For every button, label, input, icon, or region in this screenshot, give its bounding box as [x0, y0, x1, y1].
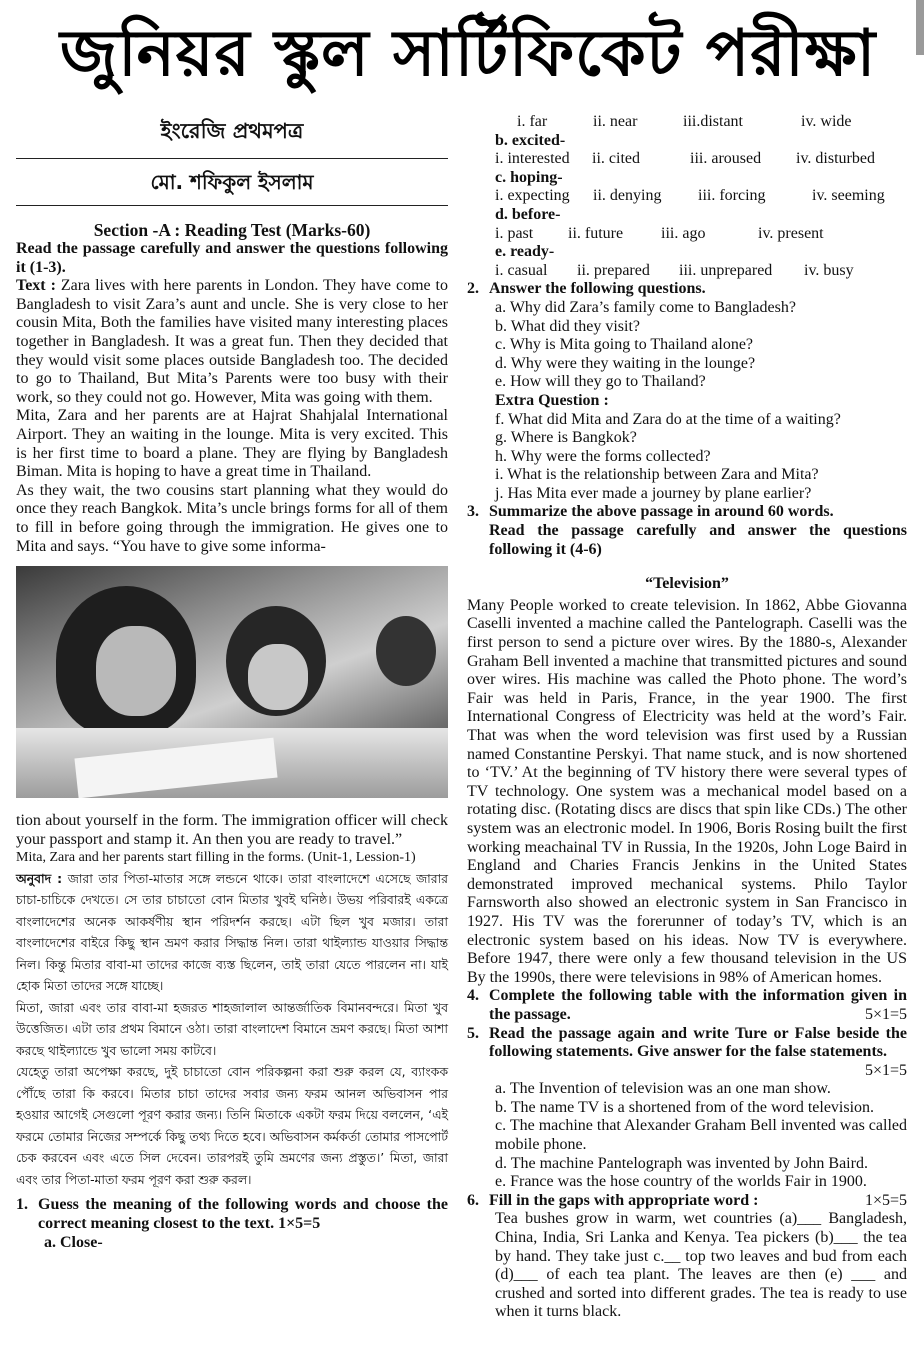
passage-paragraph: As they wait, the two cousins start planning what they would do once they reach Bangkok. Mita’s uncle brings forms for all of them to fill in before going through the immigration. He gives one to Mita and says. “You have to give some informa-: [16, 481, 448, 555]
question-item: h. Why were the forms collected?: [495, 447, 711, 465]
question-4: 4. Complete the following table with the information given in the passage. 5×1=5: [467, 987, 907, 1023]
statement-item: e. France was the hose country of the worlds Fair in 1900.: [495, 1173, 867, 1191]
question-item: g. Where is Bangkok?: [495, 429, 637, 447]
students-exam-photo: [16, 566, 448, 798]
options-row: i. expecting ii. denying iii. forcing iv. seeming: [495, 187, 885, 205]
translation-paragraph: অনুবাদ : জারা তার পিতা-মাতার সঙ্গে লন্ডনে থাকে। তারা বাংলাদেশে এসেছে জারার চাচা-চাচিকে দেখতে। সে তার চাচাতো বোন মিতার খুবই ঘনিষ্ঠ। উভয় পরিবারই একত্রে বাংলাদেশের অনেক আকর্ষণীয় স্থান পরিদর্শন করছে। এটা ছিল খুব মজার। তারা বাংলাদেশের বাইরে কিছু স্থান ভ্রমণ করার সিদ্ধান্ত নিল। তারা থাইল্যান্ড যাওয়ার সিদ্ধান্ত নিল। কিন্তু মিতার বাবা-মা তাদের কাজে ব্যস্ত ছিলেন, তাই তারা যেতে পারলেন না। যাই হোক মিতা তাদের সঙ্গে যাচ্ছে।: [16, 870, 448, 994]
statement-item: a. The Invention of television was an one man show.: [495, 1080, 831, 1098]
text-label: Text :: [16, 277, 56, 295]
options-row: i. past ii. future iii. ago iv. present: [495, 224, 824, 242]
statement-item: c. The machine that Alexander Graham Bell invented was called mobile phone.: [495, 1117, 907, 1154]
question-1: 1. Guess the meaning of the following words and choose the correct meaning closest to the text. 1×5=5: [16, 1196, 448, 1232]
scrollbar-thumb[interactable]: [916, 0, 924, 55]
options-row: i. casual ii. prepared iii. unprepared iv. busy: [495, 261, 854, 279]
statement-item: b. The name TV is a shortened from of the word television.: [495, 1098, 875, 1116]
passage-paragraph: Mita, Zara and her parents start filling in the forms. (Unit-1, Lession-1): [16, 850, 416, 866]
divider: [16, 205, 448, 206]
question-item: i. What is the relationship between Zara and Mita?: [495, 466, 819, 484]
question-2: 2. Answer the following questions.: [467, 280, 706, 298]
question-item: c. Why is Mita going to Thailand alone?: [495, 336, 754, 354]
question-item: f. What did Mita and Zara do at the time of a waiting?: [495, 410, 841, 428]
passage-paragraph: Mita, Zara and her parents are at Hajrat Shahjalal International Airport. They an waiting in the lounge. Mita is very excited. This is her first time to board a plane. They are flying by Bangladesh Biman. Mita is hoping to have a great time in Thailand.: [16, 407, 448, 481]
question-item: e. How will they go to Thailand?: [495, 373, 706, 391]
passage-title: “Television”: [645, 575, 729, 593]
word-close: a. Close-: [44, 1233, 103, 1251]
word-item: e. ready-: [495, 243, 555, 261]
word-item: b. excited-: [495, 131, 566, 149]
tv-passage: Many People worked to create television. In 1862, Abbe Giovanna Caselli invented a machine called the Pantelograph. Caselli was the first person to send a picture over wires. By the 1880-s, Alexander Graham Bell invented a machine that transmitted pictures and sound over wires. His machine was called the Photo phone. The word’s Fair was held in Paris, France, in the year 1900. The first International Congress of Electricity was held at the word’s Fair. That was when the word television was first used by a Russian named Constantine Perskyi. That name stuck, and is now shortened to ‘TV.’ At the beginning of TV history there were several types of TV technology. One system was a mechanical model based on a rotating disc. (Rotating discs are discs that spin like CDs.) The other system was an electronic model. In 1906, Boris Rosing built the first working meachainal TV in Russia, In the 1920s, John Loge Baird in England and Charies Francis Jenkins in the United States demonstrated improved mechanical systems. Philo Taylor Farnsworth also showed an electronic system in San Francisco in 1927. His TV was the forerunner of today’s TV, which is an electronic system based on his ideas. Now TV is everywhere. Before 1947, there were only a few thousand television in the US By the 1990s, there were televisions in 98% of American homes.: [467, 596, 907, 986]
word-item: c. hoping-: [495, 168, 563, 186]
instruction: Read the passage carefully and answer the questions following it (1-3).: [16, 240, 448, 276]
question-item: a. Why did Zara’s family come to Bangladesh?: [495, 298, 796, 316]
author-name: মো. শফিকুল ইসলাম: [150, 170, 314, 194]
question-3: 3. Summarize the above passage in around 60 words. Read the passage carefully and answer the questions following it (4-6): [467, 503, 907, 558]
question-6: 6. Fill in the gaps with appropriate word : 1×5=5: [467, 1191, 907, 1209]
question-item: b. What did they visit?: [495, 317, 641, 335]
subject-title: ইংরেজি প্রথমপত্র: [160, 119, 304, 143]
translation-paragraph: যেহেতু তারা অপেক্ষা করছে, দুই চাচাতো বোন পরিকল্পনা করা শুরু করল যে, ব্যাংকক পৌঁছে তারা কি করবে। মিতার চাচা তাদের সবার জন্য ফরম আনল অভিবাসন পার হওয়ার আগেই সেগুলো পূরণ করার জন্য। তিনি মিতাকে একটা ফরম দিয়ে বললেন, ‘এই ফরমে তোমার নিজের সম্পর্কে কিছু তথ্য দিতে হবে। অভিবাসন কর্মকর্তা তোমার পাসপোর্ট চেক করবেন এবং এতে সিল দেবেন। তারপরই তুমি ভ্রমণের জন্য প্রস্তুত।’ মিতা, জারা এবং তার পিতা-মাতা ফরম পূরণ করা শুরু করল।: [16, 1064, 448, 1187]
question-item: j. Has Mita ever made a journey by plane earlier?: [495, 484, 812, 502]
passage-paragraph: tion about yourself in the form. The immigration officer will check your passport and stamp it. An then you are ready to travel.”: [16, 812, 448, 848]
translation-label: অনুবাদ :: [16, 870, 63, 886]
options-row: i. interested ii. cited iii. aroused iv. disturbed: [495, 150, 875, 168]
section-title: Section -A : Reading Test (Marks-60): [93, 220, 371, 240]
options-row: i. far ii. near iii.distant iv. wide: [517, 113, 852, 130]
passage-paragraph: Text : Zara lives with here parents in London. They have come to Bangladesh to visit Zara’s aunt and uncle. She is very close to her cousin Mita, Both the families have visited many interesting places together in Bangladesh. It was a great fun. Then they decided that they would visit some places outside Bangladesh too. The decided to go to Thailand, But Mita’s Parents were too busy with their work, so they could not go. However, Mita was going with them.: [16, 277, 448, 406]
translation-paragraph: মিতা, জারা এবং তার বাবা-মা হজরত শাহজালাল আন্তর্জাতিক বিমানবন্দরে। মিতা খুব উত্তেজিত। এটা তার প্রথম বিমানে ওঠা। তারা বাংলাদেশ বিমানে ভ্রমণ করছে। মিতা আশা করছে থাইল্যান্ডে খুব ভালো সময় কাটবে।: [16, 999, 448, 1058]
question-5: 5. Read the passage again and write Ture or False beside the following statements. Give answer for the false statements. 5×1=5: [467, 1024, 907, 1079]
right-column: [467, 113, 907, 1322]
page-headline: জুনিয়র স্কুল সার্টিফিকেট পরীক্ষা: [60, 17, 877, 91]
extra-question-label: Extra Question :: [495, 391, 609, 409]
statement-item: d. The machine Pantelograph was invented by John Baird.: [495, 1154, 868, 1172]
question-item: d. Why were they waiting in the lounge?: [495, 354, 756, 372]
word-item: d. before-: [495, 205, 561, 223]
divider: [16, 158, 448, 159]
gap-fill-passage: Tea bushes grow in warm, wet countries (a)___ Bangladesh, China, India, Sri Lanka and Kenya. Tea pickers (b)___ the tea by hand. They take just c.__ top two leaves and bud from each (d)___ of each tea plant. The leaves are then (e) ___ and crushed and sorted into different grades. The tea is ready to use when it turns black.: [495, 1210, 907, 1321]
left-column: [16, 108, 448, 1252]
